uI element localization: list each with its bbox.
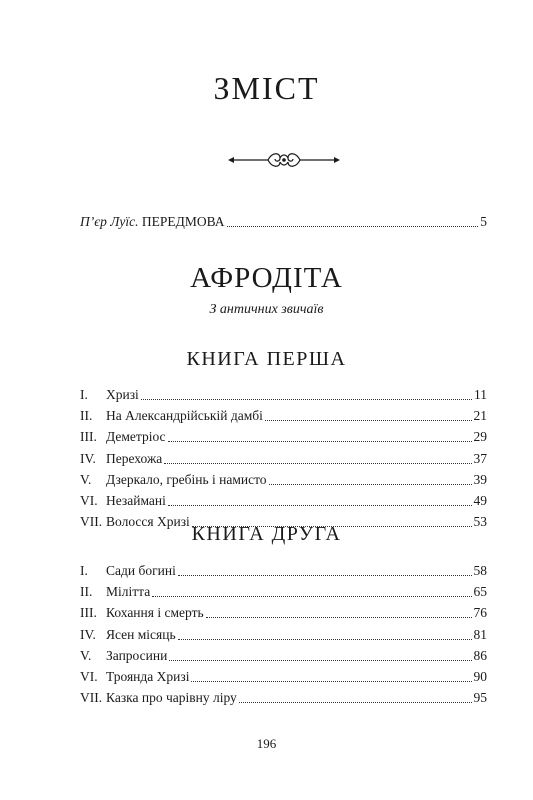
chapter-page: 11	[474, 387, 487, 402]
chapter-page: 58	[473, 563, 487, 578]
dot-leader	[191, 680, 471, 682]
dot-leader	[265, 419, 472, 421]
dot-leader	[168, 504, 472, 506]
dot-leader	[269, 483, 472, 485]
chapter-page: 39	[473, 471, 487, 487]
chapter-title: Перехожа	[106, 450, 163, 466]
chapter-title: Казка про чарівну ліру	[106, 690, 237, 706]
chapter-number: I.	[80, 387, 88, 402]
chapter-entry[interactable]	[80, 387, 487, 403]
chapter-title: Троянда Хризі	[106, 668, 190, 684]
chapter-number: I.	[80, 563, 88, 578]
chapter-entry[interactable]	[80, 563, 487, 579]
chapter-number: VI.	[80, 492, 98, 508]
chapter-page: 49	[473, 492, 487, 508]
chapter-title: Дзеркало, гребінь і намисто	[106, 471, 267, 487]
chapter-title: Ясен місяць	[106, 626, 176, 642]
chapter-entry[interactable]	[80, 605, 487, 621]
dot-leader	[206, 616, 472, 618]
chapter-title: Мілітта	[106, 584, 151, 600]
page-number: 196	[256, 736, 277, 751]
dot-leader	[178, 574, 472, 576]
dot-leader	[168, 440, 472, 442]
part-title-2: КНИГА ДРУГА	[191, 523, 342, 545]
chapter-page: 90	[473, 668, 487, 684]
flourish-divider-icon	[228, 148, 340, 172]
chapter-page: 29	[473, 429, 487, 445]
dot-leader	[239, 701, 472, 703]
chapter-number: V.	[80, 647, 92, 663]
chapter-page: 53	[473, 514, 487, 530]
book-subtitle: З античних звичаїв	[209, 302, 324, 317]
dot-leader	[164, 462, 471, 464]
dot-leader	[227, 225, 479, 227]
chapter-entry[interactable]	[80, 472, 487, 488]
chapter-entry[interactable]	[80, 690, 487, 706]
chapter-number: V.	[80, 471, 92, 487]
chapter-list-1	[80, 387, 487, 535]
preface-page: 5	[480, 214, 487, 229]
dot-leader	[169, 659, 471, 661]
chapter-entry[interactable]	[80, 627, 487, 643]
chapter-page: 81	[473, 626, 487, 642]
chapter-number: VII.	[80, 690, 103, 706]
preface-author: П’єр Луїс.	[80, 214, 139, 229]
chapter-page: 21	[473, 408, 487, 424]
chapter-number: IV.	[80, 626, 96, 642]
chapter-page: 86	[473, 647, 487, 663]
dot-leader	[141, 398, 472, 400]
preface-title: ПЕРЕДМОВА	[141, 214, 225, 229]
chapter-number: VII.	[80, 514, 103, 530]
chapter-entry[interactable]	[80, 669, 487, 685]
chapter-number: III.	[80, 605, 97, 621]
page-title: ЗМІСТ	[213, 70, 320, 106]
chapter-number: II.	[80, 408, 93, 424]
dot-leader	[152, 595, 471, 597]
chapter-page: 65	[473, 584, 487, 600]
preface-entry[interactable]	[80, 214, 487, 230]
chapter-number: III.	[80, 429, 97, 445]
chapter-list-2	[80, 563, 487, 711]
chapter-title: Деметріос	[106, 429, 166, 445]
chapter-title: На Александрійській дамбі	[106, 408, 263, 424]
book-title: АФРОДІТА	[190, 262, 343, 294]
chapter-title: Незаймані	[106, 492, 166, 508]
chapter-title: Волосся Хризі	[106, 514, 190, 530]
chapter-number: IV.	[80, 450, 96, 466]
dot-leader	[178, 638, 472, 640]
chapter-page: 95	[473, 690, 487, 706]
chapter-entry[interactable]	[80, 429, 487, 445]
chapter-entry[interactable]	[80, 648, 487, 664]
chapter-entry[interactable]	[80, 408, 487, 424]
chapter-title: Хризі	[106, 387, 139, 402]
chapter-entry[interactable]	[80, 493, 487, 509]
chapter-title: Сади богині	[106, 563, 176, 578]
chapter-title: Кохання і смерть	[106, 605, 204, 621]
part-title-1: КНИГА ПЕРША	[186, 348, 347, 370]
chapter-page: 76	[473, 605, 487, 621]
chapter-entry[interactable]	[80, 584, 487, 600]
chapter-page: 37	[473, 450, 487, 466]
chapter-entry[interactable]	[80, 451, 487, 467]
chapter-title: Запросини	[106, 647, 168, 663]
chapter-number: VI.	[80, 668, 98, 684]
chapter-number: II.	[80, 584, 93, 600]
